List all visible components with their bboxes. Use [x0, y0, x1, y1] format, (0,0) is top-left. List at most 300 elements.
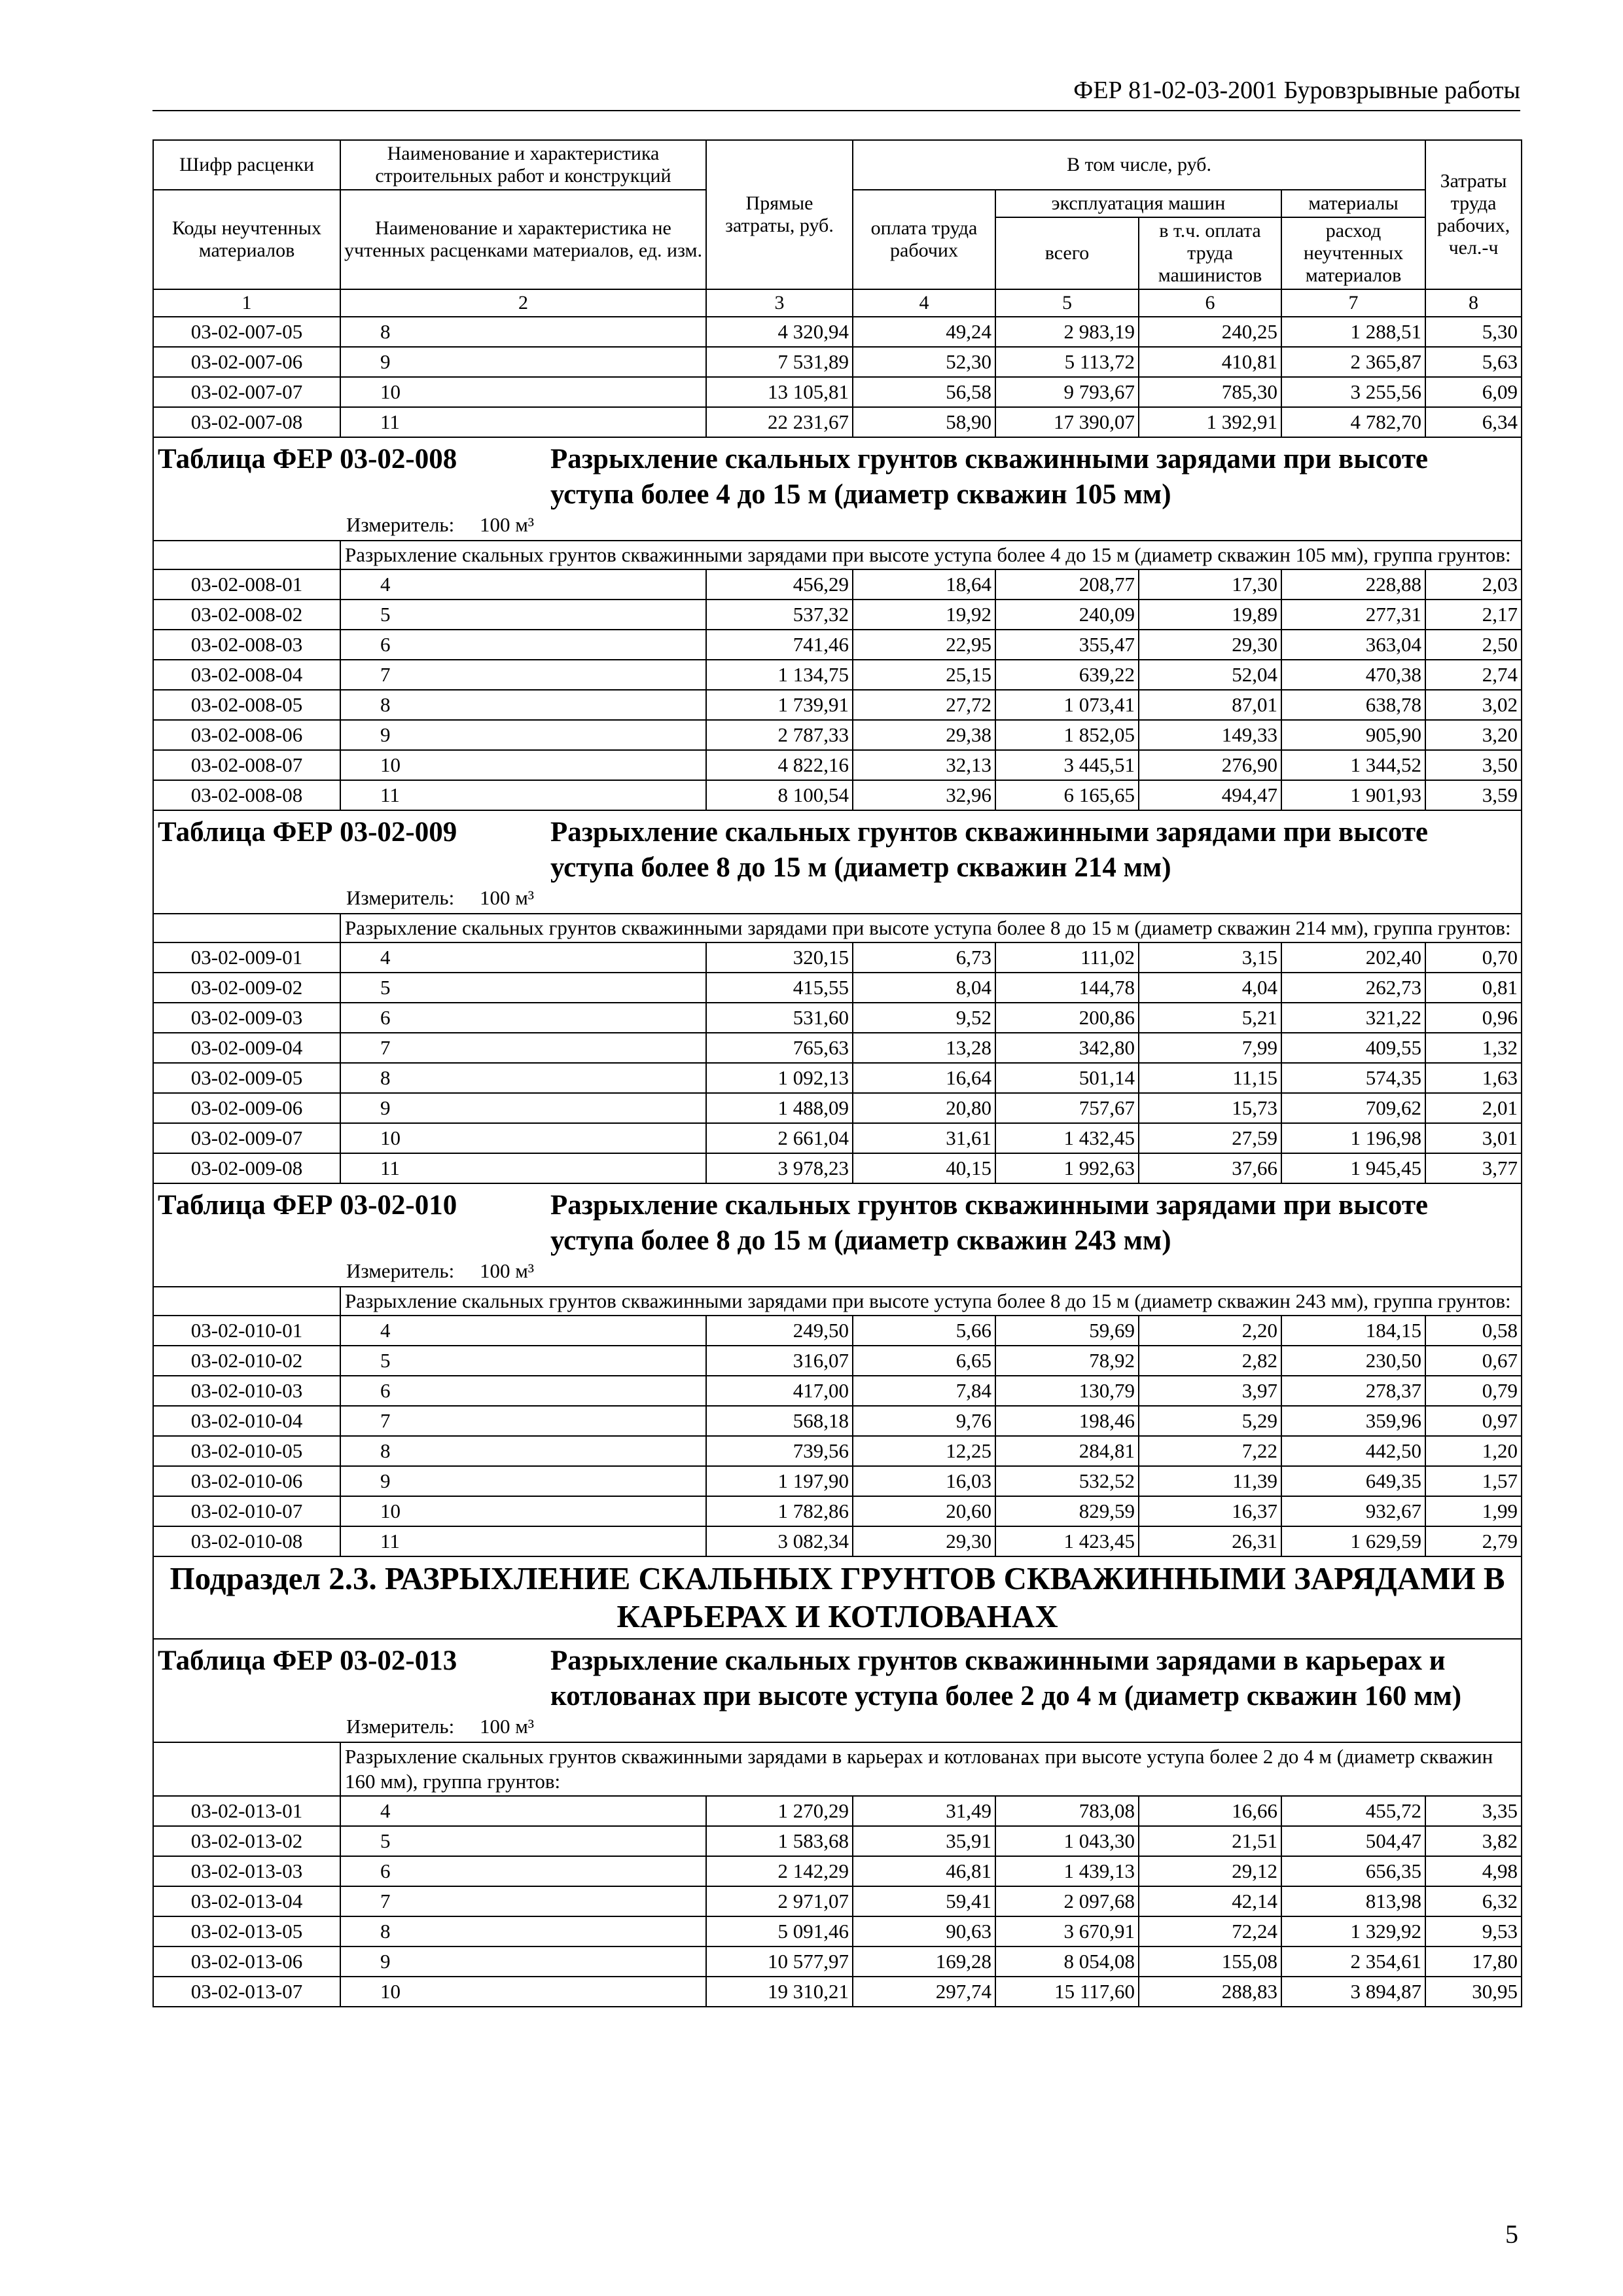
- meter-label: Измеритель:: [346, 513, 455, 536]
- machinists-wages: 7,22: [1139, 1436, 1281, 1466]
- materials: 359,96: [1281, 1406, 1425, 1436]
- direct-costs: 456,29: [706, 569, 853, 600]
- direct-costs: 316,07: [706, 1346, 853, 1376]
- col-header-name-unaccounted: Наименование и характеристика не учтенных расценками материалов, ед. изм.: [340, 190, 706, 289]
- machinists-wages: 149,33: [1139, 720, 1281, 750]
- machines-total: 639,22: [995, 660, 1139, 690]
- table-label: Таблица ФЕР 03-02-008: [158, 444, 457, 475]
- materials: 262,73: [1281, 973, 1425, 1003]
- table-title: [158, 1188, 1517, 1259]
- materials: 228,88: [1281, 569, 1425, 600]
- meter: [158, 512, 1517, 537]
- direct-costs: 1 134,75: [706, 660, 853, 690]
- direct-costs: 415,55: [706, 973, 853, 1003]
- col-header-labor-costs: Затраты труда рабочих, чел.-ч: [1425, 140, 1522, 289]
- labor-costs: 0,67: [1425, 1346, 1522, 1376]
- machines-total: 2 097,68: [995, 1886, 1139, 1916]
- wages: 32,96: [853, 780, 995, 810]
- labor-costs: 1,32: [1425, 1033, 1522, 1063]
- materials: 932,67: [1281, 1496, 1425, 1526]
- table-row: [153, 1093, 1522, 1123]
- rate-code: 03-02-009-01: [153, 942, 340, 973]
- col-header-code: Шифр расценки: [153, 140, 340, 190]
- table-row: [153, 1033, 1522, 1063]
- materials: 574,35: [1281, 1063, 1425, 1093]
- materials: 504,47: [1281, 1826, 1425, 1856]
- machines-total: 240,09: [995, 600, 1139, 630]
- machines-total: 1 073,41: [995, 690, 1139, 720]
- rate-code: 03-02-009-03: [153, 1003, 340, 1033]
- machinists-wages: 785,30: [1139, 377, 1281, 407]
- machinists-wages: 11,39: [1139, 1466, 1281, 1496]
- machinists-wages: 17,30: [1139, 569, 1281, 600]
- wages: 8,04: [853, 973, 995, 1003]
- machines-total: 2 983,19: [995, 317, 1139, 347]
- meter-label: Измеритель:: [346, 886, 455, 909]
- meter: [158, 886, 1517, 910]
- direct-costs: 568,18: [706, 1406, 853, 1436]
- machines-total: 757,67: [995, 1093, 1139, 1123]
- rate-code: 03-02-013-06: [153, 1946, 340, 1977]
- soil-group: 4: [340, 569, 706, 600]
- page-number: 5: [1505, 2219, 1518, 2249]
- table-title: [158, 1643, 1517, 1714]
- wages: 31,61: [853, 1123, 995, 1153]
- col-number: 1: [153, 289, 340, 317]
- soil-group: 9: [340, 1946, 706, 1977]
- labor-costs: 6,34: [1425, 407, 1522, 437]
- machinists-wages: 2,20: [1139, 1316, 1281, 1346]
- table-title: [158, 442, 1517, 512]
- machinists-wages: 494,47: [1139, 780, 1281, 810]
- machines-total: 3 670,91: [995, 1916, 1139, 1946]
- soil-group: 6: [340, 1376, 706, 1406]
- rate-code: 03-02-007-05: [153, 317, 340, 347]
- machines-total: 1 852,05: [995, 720, 1139, 750]
- table-title-cell: [153, 1183, 1522, 1287]
- rate-code: 03-02-010-06: [153, 1466, 340, 1496]
- table-title-row: [153, 810, 1522, 914]
- table-row: [153, 1406, 1522, 1436]
- machines-total: 17 390,07: [995, 407, 1139, 437]
- rate-code: 03-02-008-08: [153, 780, 340, 810]
- labor-costs: 6,09: [1425, 377, 1522, 407]
- table-title-cell: [153, 437, 1522, 541]
- labor-costs: 2,17: [1425, 600, 1522, 630]
- wages: 90,63: [853, 1916, 995, 1946]
- soil-group: 4: [340, 1796, 706, 1826]
- col-header-machines: эксплуатация машин: [995, 190, 1281, 217]
- machines-total: 208,77: [995, 569, 1139, 600]
- soil-group: 11: [340, 780, 706, 810]
- machinists-wages: 29,12: [1139, 1856, 1281, 1886]
- wages: 40,15: [853, 1153, 995, 1183]
- table-row: [153, 1346, 1522, 1376]
- labor-costs: 2,01: [1425, 1093, 1522, 1123]
- machines-total: 1 043,30: [995, 1826, 1139, 1856]
- machinists-wages: 410,81: [1139, 347, 1281, 377]
- table-row: [153, 1977, 1522, 2007]
- soil-group: 5: [340, 973, 706, 1003]
- materials: 455,72: [1281, 1796, 1425, 1826]
- wages: 9,76: [853, 1406, 995, 1436]
- labor-costs: 2,03: [1425, 569, 1522, 600]
- materials: 409,55: [1281, 1033, 1425, 1063]
- col-header-wages: оплата труда рабочих: [853, 190, 995, 289]
- machines-total: 1 439,13: [995, 1856, 1139, 1886]
- col-header-including: В том числе, руб.: [853, 140, 1425, 190]
- materials: 3 894,87: [1281, 1977, 1425, 2007]
- labor-costs: 4,98: [1425, 1856, 1522, 1886]
- direct-costs: 1 739,91: [706, 690, 853, 720]
- labor-costs: 2,50: [1425, 630, 1522, 660]
- direct-costs: 739,56: [706, 1436, 853, 1466]
- materials: 2 354,61: [1281, 1946, 1425, 1977]
- description-code-cell: [153, 914, 340, 942]
- wages: 6,73: [853, 942, 995, 973]
- header-row-1: [153, 140, 1522, 190]
- materials: 1 329,92: [1281, 1916, 1425, 1946]
- table-row: [153, 569, 1522, 600]
- direct-costs: 13 105,81: [706, 377, 853, 407]
- soil-group: 10: [340, 377, 706, 407]
- rate-code: 03-02-013-01: [153, 1796, 340, 1826]
- direct-costs: 531,60: [706, 1003, 853, 1033]
- wages: 13,28: [853, 1033, 995, 1063]
- direct-costs: 1 270,29: [706, 1796, 853, 1826]
- wages: 22,95: [853, 630, 995, 660]
- labor-costs: 30,95: [1425, 1977, 1522, 2007]
- materials: 4 782,70: [1281, 407, 1425, 437]
- soil-group: 5: [340, 600, 706, 630]
- machinists-wages: 72,24: [1139, 1916, 1281, 1946]
- table-row: [153, 600, 1522, 630]
- labor-costs: 0,97: [1425, 1406, 1522, 1436]
- table-row: [153, 1916, 1522, 1946]
- table-row: [153, 1796, 1522, 1826]
- direct-costs: 2 661,04: [706, 1123, 853, 1153]
- machinists-wages: 16,37: [1139, 1496, 1281, 1526]
- machines-total: 284,81: [995, 1436, 1139, 1466]
- machinists-wages: 11,15: [1139, 1063, 1281, 1093]
- materials: 1 344,52: [1281, 750, 1425, 780]
- rate-code: 03-02-007-06: [153, 347, 340, 377]
- soil-group: 6: [340, 630, 706, 660]
- labor-costs: 3,59: [1425, 780, 1522, 810]
- labor-costs: 2,79: [1425, 1526, 1522, 1556]
- wages: 5,66: [853, 1316, 995, 1346]
- labor-costs: 1,99: [1425, 1496, 1522, 1526]
- labor-costs: 5,30: [1425, 317, 1522, 347]
- soil-group: 5: [340, 1826, 706, 1856]
- table-row: [153, 1376, 1522, 1406]
- soil-group: 8: [340, 1436, 706, 1466]
- machines-total: 200,86: [995, 1003, 1139, 1033]
- table-row: [153, 1946, 1522, 1977]
- table-title-row: [153, 437, 1522, 541]
- materials: 3 255,56: [1281, 377, 1425, 407]
- wages: 29,30: [853, 1526, 995, 1556]
- table-row: [153, 942, 1522, 973]
- table-row: [153, 1466, 1522, 1496]
- table-label: Таблица ФЕР 03-02-013: [158, 1645, 457, 1676]
- table-caption: Разрыхление скальных грунтов скважинными зарядами при высоте уступа более 8 до 15 м (диаметр скважин 243 мм): [550, 1190, 1429, 1256]
- labor-costs: 3,77: [1425, 1153, 1522, 1183]
- table-row: [153, 1003, 1522, 1033]
- table-caption: Разрыхление скальных грунтов скважинными зарядами при высоте уступа более 4 до 15 м (диаметр скважин 105 мм): [550, 444, 1429, 510]
- table-row: [153, 780, 1522, 810]
- soil-group: 7: [340, 1406, 706, 1436]
- subsection-row: [153, 1556, 1522, 1639]
- col-number: 8: [1425, 289, 1522, 317]
- machinists-wages: 26,31: [1139, 1526, 1281, 1556]
- rate-code: 03-02-008-01: [153, 569, 340, 600]
- wages: 46,81: [853, 1856, 995, 1886]
- rate-code: 03-02-008-03: [153, 630, 340, 660]
- direct-costs: 1 092,13: [706, 1063, 853, 1093]
- rate-code: 03-02-010-04: [153, 1406, 340, 1436]
- machinists-wages: 3,97: [1139, 1376, 1281, 1406]
- col-number: 3: [706, 289, 853, 317]
- soil-group: 10: [340, 1123, 706, 1153]
- table-label: Таблица ФЕР 03-02-010: [158, 1190, 457, 1221]
- wages: 27,72: [853, 690, 995, 720]
- subsection-title: Подраздел 2.3. РАЗРЫХЛЕНИЕ СКАЛЬНЫХ ГРУНТОВ СКВАЖИННЫМИ ЗАРЯДАМИ В КАРЬЕРАХ И КОТЛОВАНАХ: [153, 1556, 1522, 1639]
- machines-total: 5 113,72: [995, 347, 1139, 377]
- machines-total: 15 117,60: [995, 1977, 1139, 2007]
- soil-group: 11: [340, 407, 706, 437]
- machines-total: 111,02: [995, 942, 1139, 973]
- labor-costs: 9,53: [1425, 1916, 1522, 1946]
- machinists-wages: 27,59: [1139, 1123, 1281, 1153]
- machines-total: 1 423,45: [995, 1526, 1139, 1556]
- wages: 35,91: [853, 1826, 995, 1856]
- col-number: 4: [853, 289, 995, 317]
- wages: 169,28: [853, 1946, 995, 1977]
- soil-group: 9: [340, 1093, 706, 1123]
- soil-group: 5: [340, 1346, 706, 1376]
- rate-code: 03-02-009-07: [153, 1123, 340, 1153]
- materials: 656,35: [1281, 1856, 1425, 1886]
- description-code-cell: [153, 541, 340, 569]
- labor-costs: 0,70: [1425, 942, 1522, 973]
- page-header: ФЕР 81-02-03-2001 Буровзрывные работы: [152, 73, 1520, 111]
- col-header-name: Наименование и характеристика строительных работ и конструкций: [340, 140, 706, 190]
- soil-group: 7: [340, 1033, 706, 1063]
- table-title: [158, 815, 1517, 886]
- direct-costs: 3 082,34: [706, 1526, 853, 1556]
- description-row: [153, 914, 1522, 942]
- machinists-wages: 42,14: [1139, 1886, 1281, 1916]
- rate-code: 03-02-010-05: [153, 1436, 340, 1466]
- materials: 230,50: [1281, 1346, 1425, 1376]
- rate-code: 03-02-007-08: [153, 407, 340, 437]
- soil-group: 9: [340, 347, 706, 377]
- table-row: [153, 750, 1522, 780]
- table-row: [153, 317, 1522, 347]
- direct-costs: 249,50: [706, 1316, 853, 1346]
- col-number: 7: [1281, 289, 1425, 317]
- direct-costs: 1 488,09: [706, 1093, 853, 1123]
- description-text: Разрыхление скальных грунтов скважинными зарядами при высоте уступа более 8 до 15 м (диаметр скважин 243 мм), группа грунтов:: [340, 1287, 1522, 1316]
- col-header-direct-costs: Прямые затраты, руб.: [706, 140, 853, 289]
- direct-costs: 741,46: [706, 630, 853, 660]
- materials: 709,62: [1281, 1093, 1425, 1123]
- machines-total: 532,52: [995, 1466, 1139, 1496]
- wages: 297,74: [853, 1977, 995, 2007]
- machinists-wages: 87,01: [1139, 690, 1281, 720]
- machinists-wages: 29,30: [1139, 630, 1281, 660]
- direct-costs: 7 531,89: [706, 347, 853, 377]
- wages: 9,52: [853, 1003, 995, 1033]
- rate-code: 03-02-010-03: [153, 1376, 340, 1406]
- wages: 52,30: [853, 347, 995, 377]
- labor-costs: 0,96: [1425, 1003, 1522, 1033]
- table-row: [153, 1526, 1522, 1556]
- rate-code: 03-02-008-02: [153, 600, 340, 630]
- machines-total: 9 793,67: [995, 377, 1139, 407]
- soil-group: 10: [340, 1977, 706, 2007]
- materials: 202,40: [1281, 942, 1425, 973]
- table-row: [153, 1316, 1522, 1346]
- wages: 31,49: [853, 1796, 995, 1826]
- soil-group: 8: [340, 690, 706, 720]
- wages: 29,38: [853, 720, 995, 750]
- wages: 16,64: [853, 1063, 995, 1093]
- wages: 49,24: [853, 317, 995, 347]
- col-header-machines-total: всего: [995, 217, 1139, 289]
- rate-code: 03-02-013-05: [153, 1916, 340, 1946]
- soil-group: 9: [340, 720, 706, 750]
- machines-total: 59,69: [995, 1316, 1139, 1346]
- direct-costs: 2 971,07: [706, 1886, 853, 1916]
- rate-code: 03-02-010-02: [153, 1346, 340, 1376]
- machines-total: 501,14: [995, 1063, 1139, 1093]
- rate-code: 03-02-008-05: [153, 690, 340, 720]
- machines-total: 6 165,65: [995, 780, 1139, 810]
- machinists-wages: 4,04: [1139, 973, 1281, 1003]
- rate-code: 03-02-009-06: [153, 1093, 340, 1123]
- wages: 19,92: [853, 600, 995, 630]
- soil-group: 10: [340, 750, 706, 780]
- rate-code: 03-02-010-01: [153, 1316, 340, 1346]
- rate-code: 03-02-009-05: [153, 1063, 340, 1093]
- col-number: 6: [1139, 289, 1281, 317]
- table-row: [153, 377, 1522, 407]
- rate-code: 03-02-009-02: [153, 973, 340, 1003]
- table-title-cell: [153, 1639, 1522, 1742]
- description-row: [153, 1742, 1522, 1796]
- table-row: [153, 1886, 1522, 1916]
- table-row: [153, 1826, 1522, 1856]
- machinists-wages: 1 392,91: [1139, 407, 1281, 437]
- soil-group: 4: [340, 942, 706, 973]
- direct-costs: 5 091,46: [706, 1916, 853, 1946]
- soil-group: 7: [340, 660, 706, 690]
- meter: [158, 1714, 1517, 1739]
- machinists-wages: 15,73: [1139, 1093, 1281, 1123]
- soil-group: 6: [340, 1856, 706, 1886]
- soil-group: 8: [340, 317, 706, 347]
- machinists-wages: 276,90: [1139, 750, 1281, 780]
- table-label: Таблица ФЕР 03-02-009: [158, 817, 457, 848]
- col-number: 2: [340, 289, 706, 317]
- description-text: Разрыхление скальных грунтов скважинными зарядами в карьерах и котлованах при высоте уступа более 2 до 4 м (диаметр скважин 160 мм), группа грунтов:: [340, 1742, 1522, 1796]
- table-row: [153, 1123, 1522, 1153]
- machines-total: 8 054,08: [995, 1946, 1139, 1977]
- soil-group: 10: [340, 1496, 706, 1526]
- materials: 1 288,51: [1281, 317, 1425, 347]
- materials: 2 365,87: [1281, 347, 1425, 377]
- machinists-wages: 155,08: [1139, 1946, 1281, 1977]
- labor-costs: 1,63: [1425, 1063, 1522, 1093]
- soil-group: 11: [340, 1526, 706, 1556]
- soil-group: 8: [340, 1063, 706, 1093]
- meter-value: 100 м³: [479, 1715, 535, 1738]
- materials: 442,50: [1281, 1436, 1425, 1466]
- wages: 56,58: [853, 377, 995, 407]
- materials: 363,04: [1281, 630, 1425, 660]
- labor-costs: 2,74: [1425, 660, 1522, 690]
- rate-code: 03-02-013-07: [153, 1977, 340, 2007]
- table-row: [153, 720, 1522, 750]
- direct-costs: 3 978,23: [706, 1153, 853, 1183]
- soil-group: 9: [340, 1466, 706, 1496]
- machinists-wages: 5,21: [1139, 1003, 1281, 1033]
- machines-total: 3 445,51: [995, 750, 1139, 780]
- direct-costs: 1 782,86: [706, 1496, 853, 1526]
- materials: 813,98: [1281, 1886, 1425, 1916]
- labor-costs: 3,02: [1425, 690, 1522, 720]
- rate-code: 03-02-007-07: [153, 377, 340, 407]
- rate-code: 03-02-009-04: [153, 1033, 340, 1063]
- machines-total: 1 992,63: [995, 1153, 1139, 1183]
- wages: 20,80: [853, 1093, 995, 1123]
- machines-total: 78,92: [995, 1346, 1139, 1376]
- col-header-machinists-wages: в т.ч. оплата труда машинистов: [1139, 217, 1281, 289]
- machinists-wages: 21,51: [1139, 1826, 1281, 1856]
- machinists-wages: 3,15: [1139, 942, 1281, 973]
- col-header-codes-unaccounted: Коды неучтенных материалов: [153, 190, 340, 289]
- meter-value: 100 м³: [479, 886, 535, 909]
- wages: 58,90: [853, 407, 995, 437]
- direct-costs: 1 583,68: [706, 1826, 853, 1856]
- machinists-wages: 16,66: [1139, 1796, 1281, 1826]
- table-title-cell: [153, 810, 1522, 914]
- description-code-cell: [153, 1287, 340, 1316]
- materials: 1 901,93: [1281, 780, 1425, 810]
- wages: 20,60: [853, 1496, 995, 1526]
- labor-costs: 1,57: [1425, 1466, 1522, 1496]
- table-title-row: [153, 1183, 1522, 1287]
- table-row: [153, 973, 1522, 1003]
- col-header-materials: материалы: [1281, 190, 1425, 217]
- machines-total: 829,59: [995, 1496, 1139, 1526]
- rate-code: 03-02-008-07: [153, 750, 340, 780]
- direct-costs: 1 197,90: [706, 1466, 853, 1496]
- labor-costs: 0,79: [1425, 1376, 1522, 1406]
- col-header-materials-unaccounted: расход неучтенных материалов: [1281, 217, 1425, 289]
- direct-costs: 4 822,16: [706, 750, 853, 780]
- direct-costs: 19 310,21: [706, 1977, 853, 2007]
- materials: 184,15: [1281, 1316, 1425, 1346]
- table-row: [153, 1436, 1522, 1466]
- labor-costs: 6,32: [1425, 1886, 1522, 1916]
- labor-costs: 17,80: [1425, 1946, 1522, 1977]
- wages: 12,25: [853, 1436, 995, 1466]
- table-row: [153, 690, 1522, 720]
- meter-label: Измеритель:: [346, 1259, 455, 1282]
